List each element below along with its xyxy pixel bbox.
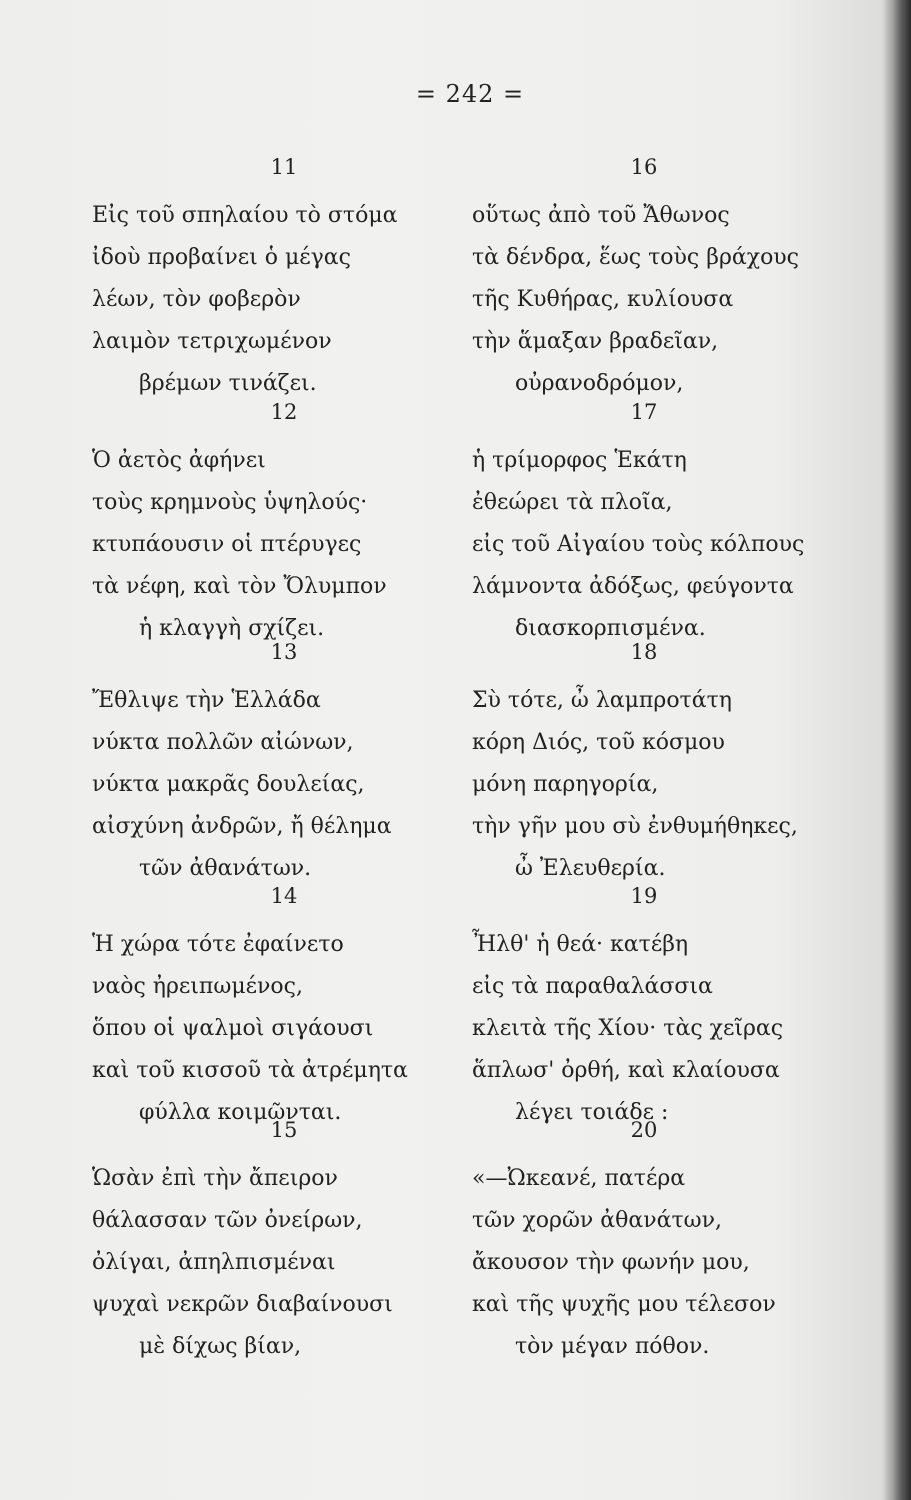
- verse-line: ἄκουσον τὴν φωνήν μου,: [472, 1250, 750, 1275]
- verse-line: μὲ δίχως βίαν,: [139, 1334, 302, 1359]
- verse-line: ἡ τρίμορφος Ἑκάτη: [472, 448, 687, 473]
- verse-line: ὀλίγαι, ἀπηλπισμέναι: [92, 1250, 336, 1275]
- verse-line: καὶ τῆς ψυχῆς μου τέλεσον: [472, 1292, 776, 1317]
- verse-line: τὸν μέγαν πόθον.: [515, 1334, 710, 1359]
- verse-line: λάμνοντα ἀδόξως, φεύγοντα: [472, 574, 794, 599]
- verse-line: ἐθεώρει τὰ πλοῖα,: [472, 490, 673, 515]
- verse-line: ὅπου οἱ ψαλμοὶ σιγάουσι: [92, 1016, 374, 1041]
- verse-line: τὴν γῆν μου σὺ ἐνθυμήθηκες,: [472, 814, 798, 839]
- verse-line: κόρη Διός, τοῦ κόσμου: [472, 730, 725, 755]
- verse-line: λέγει τοιάδε :: [515, 1100, 669, 1125]
- verse-line: ναὸς ἠρειπωμένος,: [92, 974, 303, 999]
- verse-line: τῆς Κυθήρας, κυλίουσα: [472, 287, 734, 312]
- verse-line: τῶν ἀθανάτων.: [139, 856, 312, 881]
- verse-line: νύκτα μακρᾶς δουλείας,: [92, 772, 365, 797]
- stanza-number: 15: [270, 1118, 298, 1142]
- verse-line: Ἔθλιψε τὴν Ἑλλάδα: [92, 688, 321, 713]
- verse-line: μόνη παρηγορία,: [472, 772, 659, 797]
- stanza-number: 20: [630, 1118, 658, 1142]
- page-number: = 242 =: [415, 80, 525, 108]
- verse-line: καὶ τοῦ κισσοῦ τὰ ἀτρέμητα: [92, 1058, 408, 1083]
- verse-line: Ὁ ἀετὸς ἀφήνει: [92, 448, 266, 473]
- verse-line: λαιμὸν τετριχωμένον: [92, 329, 332, 354]
- verse-line: Εἰς τοῦ σπηλαίου τὸ στόμα: [92, 203, 398, 228]
- verse-line: οὐρανοδρόμον,: [515, 371, 684, 396]
- verse-line: τὰ νέφη, καὶ τὸν Ὄλυμπον: [92, 574, 387, 599]
- verse-line: ψυχαὶ νεκρῶν διαβαίνουσι: [92, 1292, 393, 1317]
- stanza-number: 14: [270, 884, 298, 908]
- verse-line: ἅπλωσ' ὀρθή, καὶ κλαίουσα: [472, 1058, 780, 1083]
- verse-line: τοὺς κρημνοὺς ὑψηλούς·: [92, 490, 368, 515]
- verse-line: φύλλα κοιμῶνται.: [139, 1100, 342, 1125]
- verse-line: βρέμων τινάζει.: [139, 371, 317, 396]
- stanza-number: 13: [270, 640, 298, 664]
- verse-line: νύκτα πολλῶν αἰώνων,: [92, 730, 354, 755]
- verse-line: εἰς τοῦ Αἰγαίου τοὺς κόλπους: [472, 532, 805, 557]
- verse-line: Ἦλθ' ἡ θεά· κατέβη: [472, 932, 689, 957]
- verse-line: διασκορπισμένα.: [515, 616, 706, 641]
- stanza-number: 18: [630, 640, 658, 664]
- stanza-number: 19: [630, 884, 658, 908]
- verse-line: κλειτὰ τῆς Χίου· τὰς χεῖρας: [472, 1016, 784, 1041]
- verse-line: λέων, τὸν φοβερὸν: [92, 287, 301, 312]
- stanza-number: 12: [270, 400, 298, 424]
- verse-line: τῶν χορῶν ἀθανάτων,: [472, 1208, 722, 1233]
- verse-line: «—Ὠκεανέ, πατέρα: [472, 1166, 686, 1191]
- verse-line: αἰσχύνη ἀνδρῶν, ἤ θέλημα: [92, 814, 392, 839]
- verse-line: τὴν ἅμαξαν βραδεῖαν,: [472, 329, 719, 354]
- verse-line: Ὡσὰν ἐπὶ τὴν ἄπειρον: [92, 1166, 338, 1191]
- verse-line: ἰδοὺ προβαίνει ὁ μέγας: [92, 245, 351, 270]
- verse-line: εἰς τὰ παραθαλάσσια: [472, 974, 713, 999]
- verse-line: Ἡ χώρα τότε ἐφαίνετο: [92, 932, 344, 957]
- verse-line: θάλασσαν τῶν ὀνείρων,: [92, 1208, 363, 1233]
- verse-line: τὰ δένδρα, ἕως τοὺς βράχους: [472, 245, 800, 270]
- stanza-number: 17: [630, 400, 658, 424]
- verse-line: ἡ κλαγγὴ σχίζει.: [139, 616, 325, 641]
- verse-line: οὕτως ἀπὸ τοῦ Ἄθωνος: [472, 203, 730, 228]
- verse-line: κτυπάουσιν οἱ πτέρυγες: [92, 532, 362, 557]
- verse-line: ὦ Ἐλευθερία.: [515, 856, 666, 881]
- stanza-number: 16: [630, 155, 658, 179]
- verse-line: Σὺ τότε, ὦ λαμπροτάτη: [472, 688, 732, 713]
- stanza-number: 11: [270, 155, 298, 179]
- page-binding-shadow: [881, 0, 911, 1500]
